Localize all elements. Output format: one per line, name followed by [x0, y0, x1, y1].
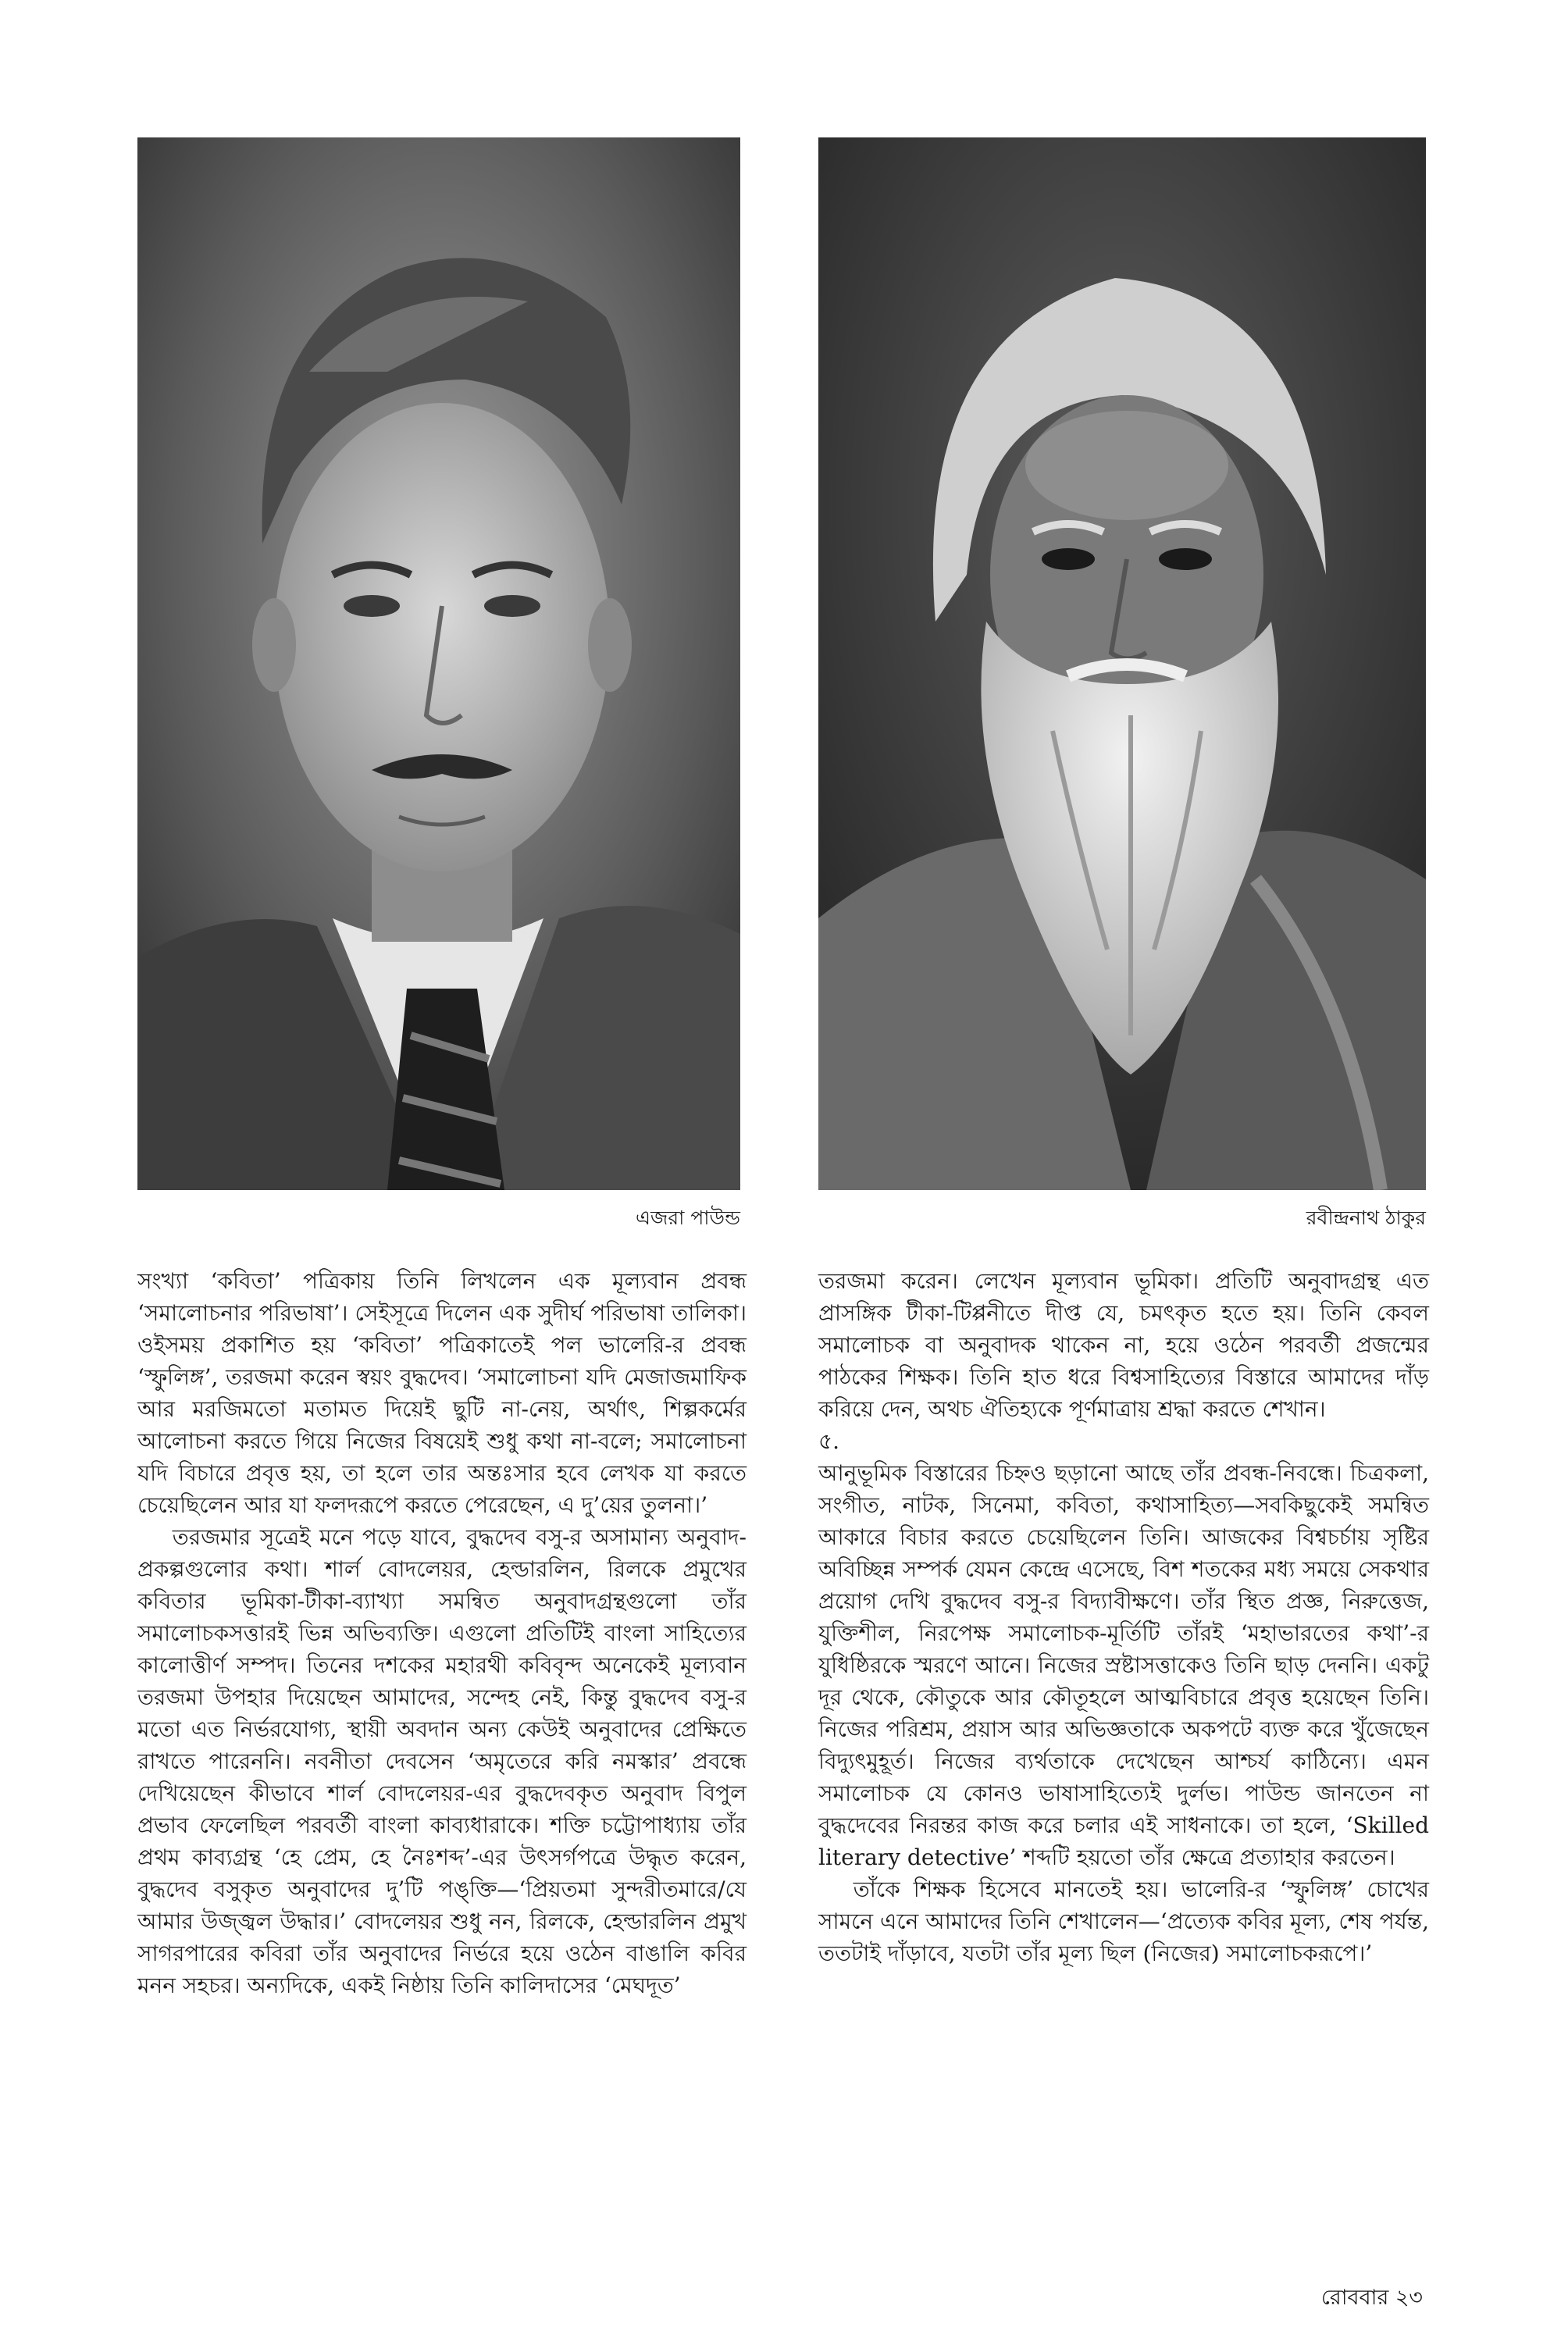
portrait-image-left [137, 137, 740, 1190]
portrait-image-right [818, 137, 1426, 1190]
photo-caption-right: রবীন্দ্রনাথ ঠাকুর [1306, 1206, 1426, 1229]
right-paragraph-2: আনুভূমিক বিস্তারের চিহ্নও ছড়ানো আছে তাঁর প্রবন্ধ-নিবন্ধে। চিত্রকলা, সংগীত, নাটক, সিনেমা, কবিতা, কথাসাহিত্য—সবকিছুকেই সমন্বিত আকারে বিচার করতে চেয়েছিলেন তিনি। আজকের বিশ্বচর্চায় সৃষ্টির অবিচ্ছিন্ন সম্পর্ক যেমন কেন্দ্রে এসেছে, বিশ শতকের মধ্য সময়ে সেকথার প্রয়োগ দেখি বুদ্ধদেব বসু-র বিদ্যাবীক্ষণে। তাঁর স্থিত প্রজ্ঞ, নিরুত্তেজ, যুক্তিশীল, নিরপেক্ষ সমালোচক-মূর্তিটি তাঁরই ‘মহাভারতের কথা’-র যুধিষ্ঠিরকে স্মরণে আনে। নিজের স্রষ্টাসত্তাকেও তিনি ছাড় দেননি। একটু দূর থেকে, কৌতুকে আর কৌতূহলে আত্মবিচারে প্রবৃত্ত হয়েছেন তিনি। নিজের পরিশ্রম, প্রয়াস আর অভিজ্ঞতাকে অকপটে ব্যক্ত করে খুঁজেছেন বিদ্যুৎমুহূর্ত। নিজের ব্যর্থতাকে দেখেছেন আশ্চর্য কাঠিন্যে। এমন সমালোচক যে কোনও ভাষাসাহিত্যেই দুর্লভ। পাউন্ড জানতেন না বুদ্ধদেবের নিরন্তর কাজ করে চলার এই সাধনাকে। তা হলে, ‘Skilled literary detective’ শব্দটি হয়তো তাঁর ক্ষেত্রে প্রত্যাহার করতেন। [818, 1460, 1429, 1870]
left-paragraph-2: তরজমার সূত্রেই মনে পড়ে যাবে, বুদ্ধদেব বসু-র অসামান্য অনুবাদ-প্রকল্পগুলোর কথা। শার্ল বোদলেয়র, হেল্ডারলিন, রিলকে প্রমুখের কবিতার ভূমিকা-টীকা-ব্যাখ্যা সমন্বিত অনুবাদগ্রন্থগুলো তাঁর সমালোচকসত্তারই ভিন্ন অভিব্যক্তি। এগুলো প্রতিটিই বাংলা সাহিত্যের কালোত্তীর্ণ সম্পদ। তিনের দশকের মহারথী কবিবৃন্দ অনেকেই মূল্যবান তরজমা উপহার দিয়েছেন আমাদের, সন্দেহ নেই, কিন্তু বুদ্ধদেব বসু-র মতো এত নির্ভরযোগ্য, স্থায়ী অবদান অন্য কেউই অনুবাদের প্রেক্ষিতে রাখতে পারেননি। নবনীতা দেবসেন ‘অমৃতেরে করি নমস্কার’ প্রবন্ধে দেখিয়েছেন কীভাবে শার্ল বোদলেয়র-এর বুদ্ধদেবকৃত অনুবাদ বিপুল প্রভাব ফেলেছিল পরবর্তী বাংলা কাব্যধারাকে। শক্তি চট্টোপাধ্যায় তাঁর প্রথম কাব্যগ্রন্থ ‘হে প্রেম, হে নৈঃশব্দ’-এর উৎসর্গপত্রে উদ্ধৃত করেন, বুদ্ধদেব বসুকৃত অনুবাদের দু’টি পঙ্‌ক্তি—‘প্রিয়তমা সুন্দরীতমারে/যে আমার উজ্জ্বল উদ্ধার।’ বোদলেয়র শুধু নন, রিলকে, হেল্ডারলিন প্রমুখ সাগরপারের কবিরা তাঁর অনুবাদের নির্ভরে হয়ে ওঠেন বাঙালি কবির মনন সহচর। অন্যদিকে, একই নিষ্ঠায় তিনি কালিদাসের ‘মেঘদূত’ [137, 1524, 747, 1998]
photo-caption-left: এজরা পাউন্ড [636, 1206, 740, 1229]
section-number: ৫. [818, 1428, 840, 1454]
portrait-photo-right [818, 137, 1426, 1190]
right-text-column [818, 1265, 1429, 1969]
portrait-photo-left [137, 137, 740, 1190]
left-text-column [137, 1265, 747, 2001]
left-paragraph-1: সংখ্যা ‘কবিতা’ পত্রিকায় তিনি লিখলেন এক মূল্যবান প্রবন্ধ ‘সমালোচনার পরিভাষা’। সেইসূত্রে দিলেন এক সুদীর্ঘ পরিভাষা তালিকা। ওইসময় প্রকাশিত হয় ‘কবিতা’ পত্রিকাতেই পল ভালেরি-র প্রবন্ধ ‘স্ফুলিঙ্গ’, তরজমা করেন স্বয়ং বুদ্ধদেব। ‘সমালোচনা যদি মেজাজমাফিক আর মরজিমতো মতামত দিয়েই ছুটি না-নেয়, অর্থাৎ, শিল্পকর্মের আলোচনা করতে গিয়ে নিজের বিষয়েই শুধু কথা না-বলে; সমালোচনা যদি বিচারে প্রবৃত্ত হয়, তা হলে তার অন্তঃসার হবে লেখক যা করতে চেয়েছিলেন আর যা ফলদরূপে করতে পেরেছেন, এ দু’য়ের তুলনা।’ [137, 1268, 747, 1518]
page-folio: রোববার ২৩ [1320, 2286, 1423, 2310]
right-paragraph-3: তাঁকে শিক্ষক হিসেবে মানতেই হয়। ভালেরি-র ‘স্ফুলিঙ্গ’ চোখের সামনে এনে আমাদের তিনি শেখালেন—‘প্রত্যেক কবির মূল্য, শেষ পর্যন্ত, ততটাই দাঁড়াবে, যতটা তাঁর মূল্য ছিল (নিজের) সমালোচকরূপে।’ [818, 1876, 1429, 1966]
right-paragraph-1: তরজমা করেন। লেখেন মূল্যবান ভূমিকা। প্রতিটি অনুবাদগ্রন্থ এত প্রাসঙ্গিক টীকা-টিপ্পনীতে দীপ্ত যে, চমৎকৃত হতে হয়। তিনি কেবল সমালোচক বা অনুবাদক থাকেন না, হয়ে ওঠেন পরবর্তী প্রজন্মের পাঠকের শিক্ষক। তিনি হাত ধরে বিশ্বসাহিত্যের বিস্তারে আমাদের দাঁড় করিয়ে দেন, অথচ ঐতিহ্যকে পূর্ণমাত্রায় শ্রদ্ধা করতে শেখান। [818, 1268, 1429, 1422]
